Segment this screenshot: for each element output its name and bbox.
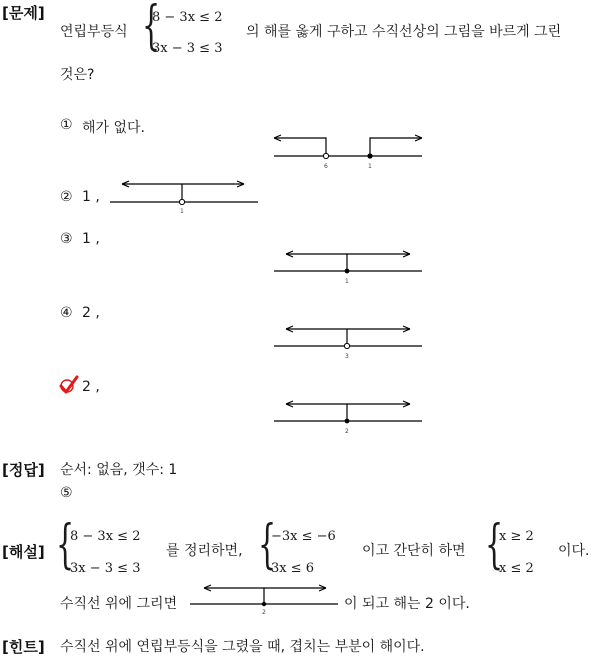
option-4-marker[interactable]: ④ xyxy=(60,305,73,321)
solution-system-1-line-2: 3x − 3 ≤ 3 xyxy=(70,561,141,576)
option-1-marker[interactable]: ① xyxy=(60,117,73,133)
option-5-text: 2 , xyxy=(82,379,100,395)
problem-system-brace: { xyxy=(142,0,161,56)
problem-question: 의 해를 옳게 구하고 수직선상의 그림을 바르게 그린 xyxy=(246,24,562,40)
option-4-tick-label: 3 xyxy=(345,353,349,360)
option-3-number-line xyxy=(270,245,430,290)
solution-system-3-line-2: x ≤ 2 xyxy=(499,561,534,576)
problem-system-line-2: 3x − 3 ≤ 3 xyxy=(152,41,223,56)
solution-system-1-brace: { xyxy=(56,515,75,575)
option-1-number-line xyxy=(270,130,430,175)
option-4-text: 2 , xyxy=(82,305,100,321)
option-4-number-line xyxy=(270,320,430,365)
solution-system-2-line-1: −3x ≤ −6 xyxy=(271,529,336,544)
solution-middle-text-2: 이고 간단히 하면 xyxy=(362,543,466,559)
solution-line-2-start: 수직선 위에 그리면 xyxy=(60,596,178,612)
solution-system-3-line-1: x ≥ 2 xyxy=(499,529,534,544)
option-5-tick-label: 2 xyxy=(345,428,349,435)
solution-number-line xyxy=(186,580,346,615)
solution-middle-text-1: 를 정리하면, xyxy=(166,543,243,559)
solution-system-2-line-2: 3x ≤ 6 xyxy=(271,561,315,576)
option-2-tick-label: 1 xyxy=(180,208,184,215)
problem-intro: 연립부등식 xyxy=(60,24,128,40)
solution-line-2-end: 이 되고 해는 2 이다. xyxy=(344,596,470,612)
option-3-marker[interactable]: ③ xyxy=(60,231,73,247)
option-3-text: 1 , xyxy=(82,231,100,247)
option-1-text: 해가 없다. xyxy=(82,120,145,136)
problem-tag: [문제] xyxy=(2,4,45,22)
option-1-tick-label-2: 1 xyxy=(368,163,372,170)
answer-marker: ⑤ xyxy=(60,485,73,501)
option-2-marker[interactable]: ② xyxy=(60,189,73,205)
solution-system-3-brace: { xyxy=(485,515,504,575)
checkmark-icon[interactable] xyxy=(59,375,79,395)
option-2-number-line xyxy=(106,175,266,220)
solution-system-2-brace: { xyxy=(258,515,277,575)
option-1-tick-label-1: 6 xyxy=(324,163,328,170)
hint-text: 수직선 위에 연립부등식을 그렸을 때, 겹치는 부분이 해이다. xyxy=(60,639,425,655)
option-2-text: 1 , xyxy=(82,189,100,205)
solution-tag: [해설] xyxy=(2,543,45,561)
problem-question-line-2: 것은? xyxy=(60,67,95,83)
solution-tick-label: 2 xyxy=(262,609,266,616)
solution-end-text: 이다. xyxy=(558,543,590,559)
hint-tag: [힌트] xyxy=(2,638,45,656)
option-5-number-line xyxy=(270,395,430,440)
option-3-tick-label: 1 xyxy=(345,278,349,285)
answer-text: 순서: 없음, 갯수: 1 xyxy=(60,462,178,478)
problem-system-line-1: 8 − 3x ≤ 2 xyxy=(152,10,223,25)
solution-system-1-line-1: 8 − 3x ≤ 2 xyxy=(70,529,141,544)
answer-tag: [정답] xyxy=(2,461,45,479)
